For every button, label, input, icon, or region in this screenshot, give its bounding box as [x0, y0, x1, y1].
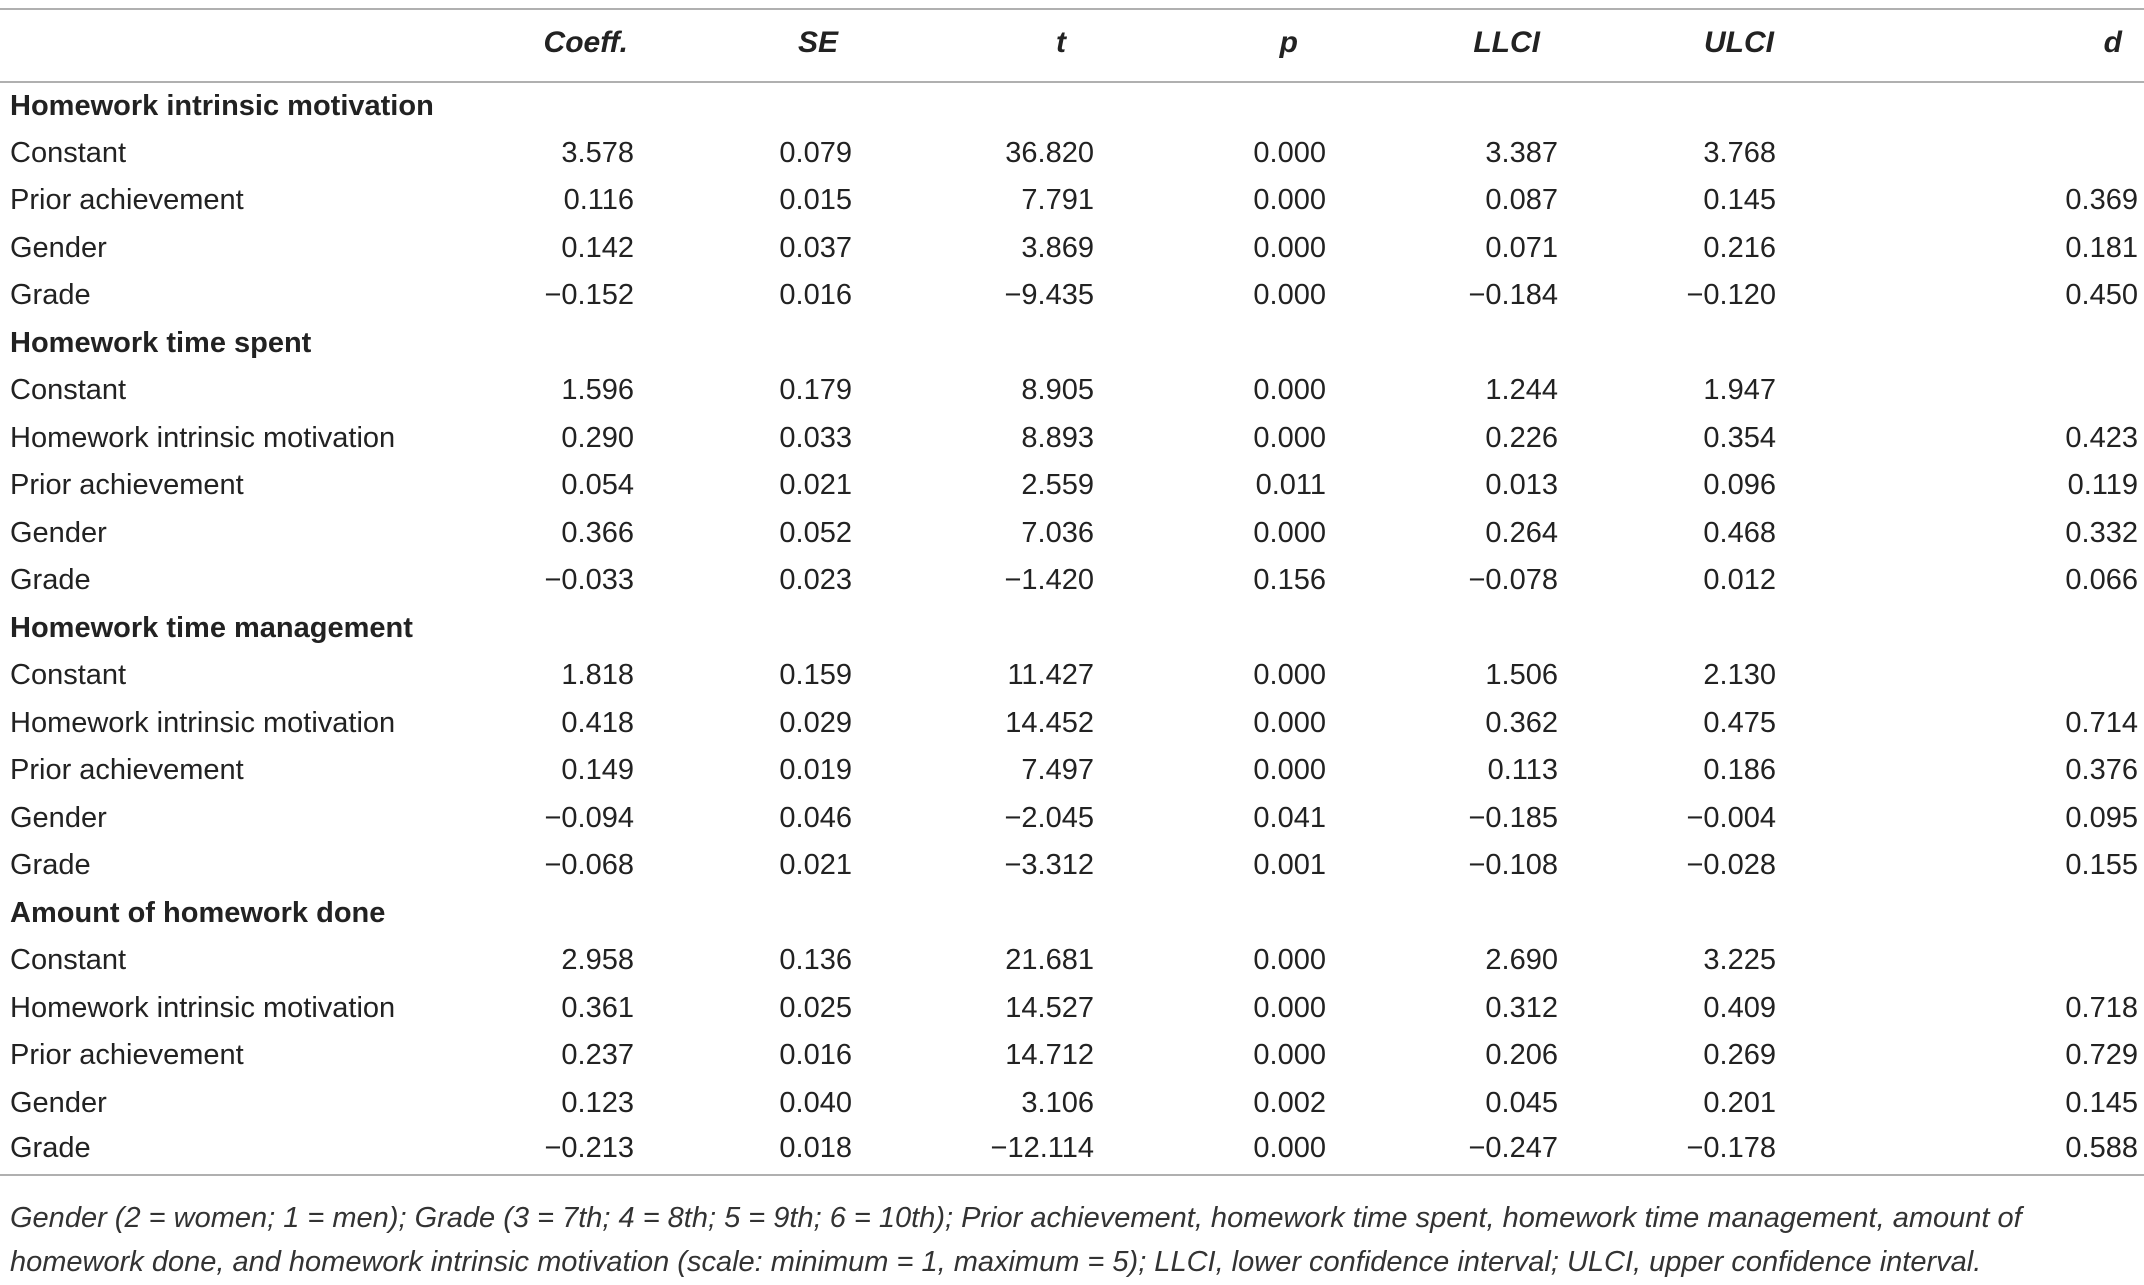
cell-se: 0.025 [779, 991, 852, 1024]
cell-d: 0.718 [2065, 991, 2138, 1024]
cell-t: −12.114 [984, 1127, 1216, 1175]
cell-llci: −0.247 [1448, 1127, 1680, 1175]
cell-d [1912, 937, 2144, 985]
cell-ulci: 0.269 [1703, 1039, 1776, 1072]
table-row [0, 985, 2144, 1033]
row-label: Grade [10, 564, 91, 597]
cell-d: 0.423 [2065, 421, 2138, 454]
cell-ulci: 0.354 [1703, 421, 1776, 454]
cell-coeff: −0.033 [544, 564, 634, 597]
header-t: t [984, 9, 1216, 82]
cell-ulci: 3.225 [1703, 944, 1776, 977]
cell-coeff: 0.418 [561, 706, 634, 739]
table-row [0, 462, 2144, 510]
cell-d: 0.588 [1912, 1127, 2144, 1175]
cell-ulci: 0.216 [1703, 231, 1776, 264]
cell-ulci: −0.004 [1686, 801, 1776, 834]
cell-se: 0.040 [779, 1086, 852, 1119]
table-row [0, 795, 2144, 843]
row-label: Constant [10, 374, 127, 407]
header-p: p [1216, 9, 1448, 82]
cell-llci: 0.071 [1485, 231, 1558, 264]
cell-p: 0.156 [1253, 564, 1326, 597]
cell-coeff: 0.116 [563, 184, 634, 217]
cell-llci: −0.108 [1468, 849, 1558, 882]
cell-llci: 0.362 [1485, 706, 1558, 739]
cell-llci: 0.312 [1485, 991, 1558, 1024]
cell-p: 0.000 [1253, 374, 1326, 407]
row-label: Prior achievement [10, 754, 244, 787]
row-label: Grade [10, 279, 91, 312]
cell-t: 11.427 [1007, 659, 1094, 692]
cell-ulci: 0.409 [1703, 991, 1776, 1024]
cell-p: 0.000 [1253, 184, 1326, 217]
cell-d [1912, 652, 2144, 700]
header-label-cell [0, 9, 520, 82]
cell-llci: 0.226 [1485, 421, 1558, 454]
cell-d: 0.145 [2065, 1086, 2138, 1119]
cell-t: 8.905 [1021, 374, 1094, 407]
cell-t: 3.106 [1021, 1086, 1094, 1119]
section-header-row [0, 82, 2144, 130]
cell-llci: 0.206 [1485, 1039, 1558, 1072]
cell-ulci: 0.012 [1703, 564, 1776, 597]
cell-d: 0.155 [2065, 849, 2138, 882]
row-label: Homework intrinsic motivation [10, 706, 396, 739]
table-row [0, 272, 2144, 320]
cell-llci: 2.690 [1485, 944, 1558, 977]
cell-coeff: −0.068 [544, 849, 634, 882]
cell-t: 7.791 [1021, 184, 1094, 217]
cell-se: 0.159 [779, 659, 852, 692]
cell-ulci: 0.145 [1703, 184, 1776, 217]
table-row [0, 557, 2144, 605]
cell-llci: 0.113 [1487, 754, 1558, 787]
header-coeff: Coeff. [520, 9, 752, 82]
cell-d: 0.450 [2065, 279, 2138, 312]
regression-table [0, 8, 2144, 1176]
cell-t: 2.559 [1021, 469, 1094, 502]
cell-d [1912, 130, 2144, 178]
cell-ulci: 0.475 [1703, 706, 1776, 739]
row-label: Prior achievement [10, 184, 244, 217]
cell-se: 0.016 [779, 1039, 852, 1072]
cell-se: 0.136 [779, 944, 852, 977]
table-row [0, 367, 2144, 415]
cell-p: 0.041 [1253, 801, 1326, 834]
cell-coeff: 0.237 [561, 1039, 634, 1072]
cell-llci: 1.506 [1485, 659, 1558, 692]
cell-ulci: 0.468 [1703, 516, 1776, 549]
cell-se: 0.079 [779, 136, 852, 169]
row-label: Prior achievement [10, 1039, 244, 1072]
header-row [0, 9, 2144, 82]
cell-ulci: −0.028 [1686, 849, 1776, 882]
cell-ulci: 1.947 [1703, 374, 1776, 407]
cell-p: 0.000 [1253, 991, 1326, 1024]
cell-t: 7.497 [1021, 754, 1094, 787]
cell-llci: −0.078 [1468, 564, 1558, 597]
table-row [0, 652, 2144, 700]
cell-coeff: 0.123 [561, 1086, 634, 1119]
cell-coeff: 0.366 [561, 516, 634, 549]
cell-coeff: 0.361 [561, 991, 634, 1024]
cell-d: 0.376 [2065, 754, 2138, 787]
cell-coeff: −0.213 [520, 1127, 752, 1175]
header-llci: LLCI [1448, 9, 1680, 82]
cell-p: 0.000 [1253, 136, 1326, 169]
cell-se: 0.037 [779, 231, 852, 264]
cell-coeff: 1.596 [561, 374, 634, 407]
row-label: Gender [10, 516, 107, 549]
cell-d [1912, 367, 2144, 415]
cell-coeff: 0.290 [561, 421, 634, 454]
cell-p: 0.000 [1253, 659, 1326, 692]
row-label: Prior achievement [10, 469, 244, 502]
row-label: Constant [10, 944, 127, 977]
cell-d: 0.095 [2065, 801, 2138, 834]
cell-t: 14.527 [1005, 991, 1094, 1024]
section-title: Homework intrinsic motivation [10, 89, 434, 122]
cell-d: 0.066 [2065, 564, 2138, 597]
cell-d: 0.119 [2067, 469, 2138, 502]
row-label: Gender [10, 1086, 107, 1119]
cell-ulci: 0.096 [1703, 469, 1776, 502]
table-row [0, 1127, 2144, 1175]
row-label: Constant [10, 659, 127, 692]
cell-se: 0.019 [779, 754, 852, 787]
row-label: Gender [10, 801, 107, 834]
cell-p: 0.000 [1216, 1127, 1448, 1175]
cell-ulci: 2.130 [1703, 659, 1776, 692]
section-title: Homework time spent [10, 326, 312, 359]
section-header-row [0, 890, 2144, 938]
row-label: Grade [10, 849, 91, 882]
cell-coeff: 0.149 [561, 754, 634, 787]
table-body [0, 82, 2144, 1175]
cell-se: 0.016 [779, 279, 852, 312]
cell-se: 0.015 [779, 184, 852, 217]
table-row [0, 700, 2144, 748]
cell-llci: 0.045 [1485, 1086, 1558, 1119]
cell-p: 0.000 [1253, 421, 1326, 454]
cell-llci: 0.087 [1485, 184, 1558, 217]
cell-se: 0.021 [779, 849, 852, 882]
table-row [0, 177, 2144, 225]
cell-llci: 0.013 [1485, 469, 1558, 502]
cell-t: −1.420 [1004, 564, 1094, 597]
row-label: Constant [10, 136, 127, 169]
row-label: Homework intrinsic motivation [10, 991, 396, 1024]
cell-coeff: −0.094 [544, 801, 634, 834]
table-row [0, 415, 2144, 463]
section-header-row [0, 605, 2144, 653]
cell-t: 3.869 [1021, 231, 1094, 264]
cell-d: 0.729 [2065, 1039, 2138, 1072]
cell-t: 7.036 [1021, 516, 1094, 549]
cell-p: 0.000 [1253, 706, 1326, 739]
cell-llci: 1.244 [1485, 374, 1558, 407]
cell-llci: −0.185 [1468, 801, 1558, 834]
cell-se: 0.029 [779, 706, 852, 739]
cell-t: −3.312 [1004, 849, 1094, 882]
cell-p: 0.000 [1253, 944, 1326, 977]
cell-t: 36.820 [1005, 136, 1094, 169]
cell-se: 0.018 [752, 1127, 984, 1175]
table-footnote: Gender (2 = women; 1 = men); Grade (3 = 7th; 4 = 8th; 5 = 9th; 6 = 10th); Prior achievement, homework time spent, homework time management, amount of homework done, and homework intrinsic motivation (scale: minimum = 1, maximum = 5); LLCI, lower confidence interval; ULCI, upper confidence interval. [10, 1202, 2022, 1278]
cell-p: 0.001 [1253, 849, 1326, 882]
table-row [0, 1032, 2144, 1080]
cell-ulci: 0.201 [1703, 1086, 1776, 1119]
cell-ulci: −0.178 [1680, 1127, 1912, 1175]
row-label: Homework intrinsic motivation [10, 421, 396, 454]
header-d: d [1912, 9, 2144, 82]
cell-t: 8.893 [1021, 421, 1094, 454]
cell-ulci: −0.120 [1686, 279, 1776, 312]
cell-coeff: 2.958 [561, 944, 634, 977]
cell-d: 0.714 [2065, 706, 2138, 739]
table-row [0, 937, 2144, 985]
cell-llci: −0.184 [1468, 279, 1558, 312]
section-header-row [0, 320, 2144, 368]
section-title: Homework time management [10, 611, 413, 644]
cell-p: 0.011 [1255, 469, 1326, 502]
cell-coeff: 0.054 [561, 469, 634, 502]
table-header [0, 9, 2144, 82]
cell-p: 0.000 [1253, 279, 1326, 312]
section-title: Amount of homework done [10, 896, 386, 929]
cell-t: 14.712 [1005, 1039, 1094, 1072]
table-row [0, 225, 2144, 273]
cell-coeff: 3.578 [561, 136, 634, 169]
table-row [0, 747, 2144, 795]
header-ulci: ULCI [1680, 9, 1912, 82]
cell-t: −9.435 [1004, 279, 1094, 312]
table-row [0, 130, 2144, 178]
cell-d: 0.369 [2065, 184, 2138, 217]
cell-ulci: 0.186 [1703, 754, 1776, 787]
cell-d: 0.332 [2065, 516, 2138, 549]
cell-se: 0.023 [779, 564, 852, 597]
cell-se: 0.021 [779, 469, 852, 502]
cell-llci: 0.264 [1485, 516, 1558, 549]
table-row [0, 842, 2144, 890]
cell-t: 14.452 [1005, 706, 1094, 739]
cell-t: 21.681 [1005, 944, 1094, 977]
cell-p: 0.002 [1253, 1086, 1326, 1119]
cell-p: 0.000 [1253, 231, 1326, 264]
row-label: Gender [10, 231, 107, 264]
cell-llci: 3.387 [1485, 136, 1558, 169]
cell-p: 0.000 [1253, 516, 1326, 549]
cell-d: 0.181 [2065, 231, 2138, 264]
cell-se: 0.046 [779, 801, 852, 834]
cell-p: 0.000 [1253, 1039, 1326, 1072]
cell-se: 0.033 [779, 421, 852, 454]
table-row [0, 510, 2144, 558]
row-label: Grade [0, 1127, 520, 1175]
cell-t: −2.045 [1004, 801, 1094, 834]
cell-coeff: 1.818 [561, 659, 634, 692]
cell-ulci: 3.768 [1703, 136, 1776, 169]
cell-se: 0.052 [779, 516, 852, 549]
cell-coeff: −0.152 [544, 279, 634, 312]
cell-coeff: 0.142 [561, 231, 634, 264]
cell-p: 0.000 [1253, 754, 1326, 787]
table-row [0, 1080, 2144, 1128]
cell-se: 0.179 [779, 374, 852, 407]
header-se: SE [752, 9, 984, 82]
